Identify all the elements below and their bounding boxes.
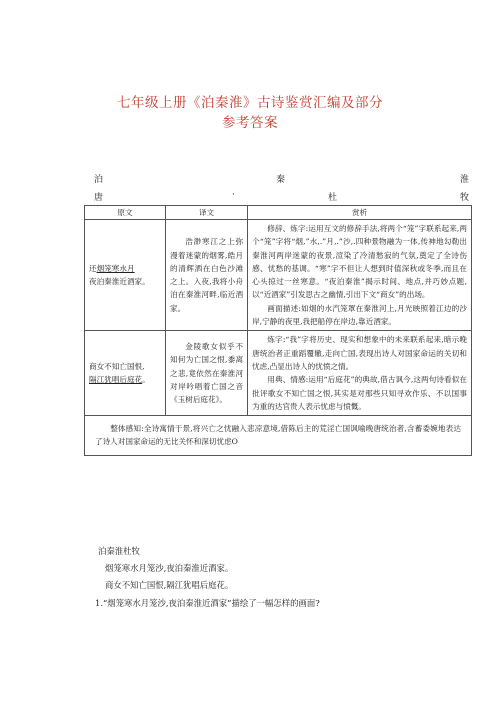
document-title: 七年级上册《泊秦淮》古诗鉴赏汇编及部分 (117, 95, 383, 111)
original-line: 夜泊秦淮近酒家。 (89, 277, 150, 287)
original-underlined: 烟笼寒水月 (96, 263, 135, 273)
table-row (85, 220, 472, 331)
original-cell (85, 220, 166, 331)
translation-text: 浩渺寒江之上弥漫着迷蒙的烟雾,皓月的清辉洒在白色沙滩之上。入夜,我将小舟泊在秦淮河畔,临近酒家。 (170, 237, 244, 313)
analysis-cell (248, 220, 472, 331)
footer-poem-title: 泊秦淮杜牧 (98, 546, 140, 556)
original-suffix: 。 (142, 375, 150, 385)
summary-cell (85, 416, 472, 456)
header-analysis: 赏析 (248, 206, 472, 220)
poem-title-char: 秦 (276, 175, 286, 185)
original-cell (85, 331, 166, 416)
summary-row (85, 416, 472, 456)
header-translation: 译文 (166, 206, 248, 220)
table-row (85, 331, 472, 416)
original-line: 商女不知亡国恨, (89, 361, 145, 371)
question-1: 1.“烟笼寒水月笼沙,夜泊秦淮近酒家”描绘了一幅怎样的画面? (95, 598, 320, 608)
analysis-paragraph: 画面描述:如烟的水汽笼罩在秦淮河上,月光映照着江边的沙岸,宁静的夜里,我把船停在岸边,靠近酒家。 (252, 303, 467, 327)
poem-dot: · (232, 190, 235, 200)
header-original: 原文 (85, 206, 166, 220)
analysis-table (84, 205, 472, 456)
poem-title-char: 淮 (460, 175, 470, 185)
translation-cell (166, 331, 248, 416)
original-prefix: 还 (89, 263, 97, 273)
footer-poem-line: 商女不知亡国恨,隔江犹唱后庭花。 (105, 580, 234, 590)
table-header-row (85, 206, 472, 220)
document-subtitle: 参考答案 (222, 115, 278, 131)
analysis-paragraph: 用典、情感:运用“后庭花”的典故,借古讽今,这两句诗看似在批评歌女不知亡国之恨,其实是对那些只知寻欢作乐、不以国事为重的达官贵人表示忧虑与愤慨。 (252, 375, 467, 411)
footer-poem-line: 烟笼寒水月笼沙,夜泊秦淮近酒家。 (105, 563, 234, 573)
analysis-paragraph: 炼字:“我”字将历史、现实和想象中的未来联系起来,暗示晚唐统治者正重蹈覆辙,走向亡国,表现出诗人对国家命运的关切和忧虑,凸显出诗人的忧愤之情。 (252, 335, 467, 371)
summary-text: 整体感知:全诗寓情于景,将兴亡之忧融入悲凉意境,借陈后主的荒淫亡国讽喻晚唐统治者,含蓄委婉地表达了诗人对国家命运的无比关怀和深切忧虑O (95, 424, 461, 447)
analysis-paragraph: 修辞、炼字:运用互文的修辞手法,将两个“笼”字联系起来,两个“笼”字将“烟,”水,.”月,.”沙,.四种景物融为一体,传神地勾勒出秦淮河两岸迷蒙的夜景,渲染了冷清愁寂的气氛,奠定了全诗伤感、忧愁的基调。“寒”字不但让人想到时值深秋或冬季,而且在心头掠过一丝寒意。“夜泊秦淮”揭示时间、地点,并巧妙点题,以“近酒家”引发思古之幽情,引出下文“商女”的出场。 (252, 224, 467, 300)
translation-cell (166, 220, 248, 331)
poem-title-char: 泊 (94, 175, 104, 185)
analysis-cell (248, 331, 472, 416)
translation-text: 金陵歌女似乎不知何为亡国之恨,黍离之悲,竟依然在秦淮河对岸吟唱着亡国之音《玉树后庭花》。 (170, 342, 244, 405)
poem-author-char: 杜 (328, 193, 338, 203)
poem-dynasty: 唐 (94, 193, 104, 203)
original-underlined: 隔江犹唱后庭花 (89, 375, 143, 385)
poem-author-char: 牧 (460, 193, 470, 203)
